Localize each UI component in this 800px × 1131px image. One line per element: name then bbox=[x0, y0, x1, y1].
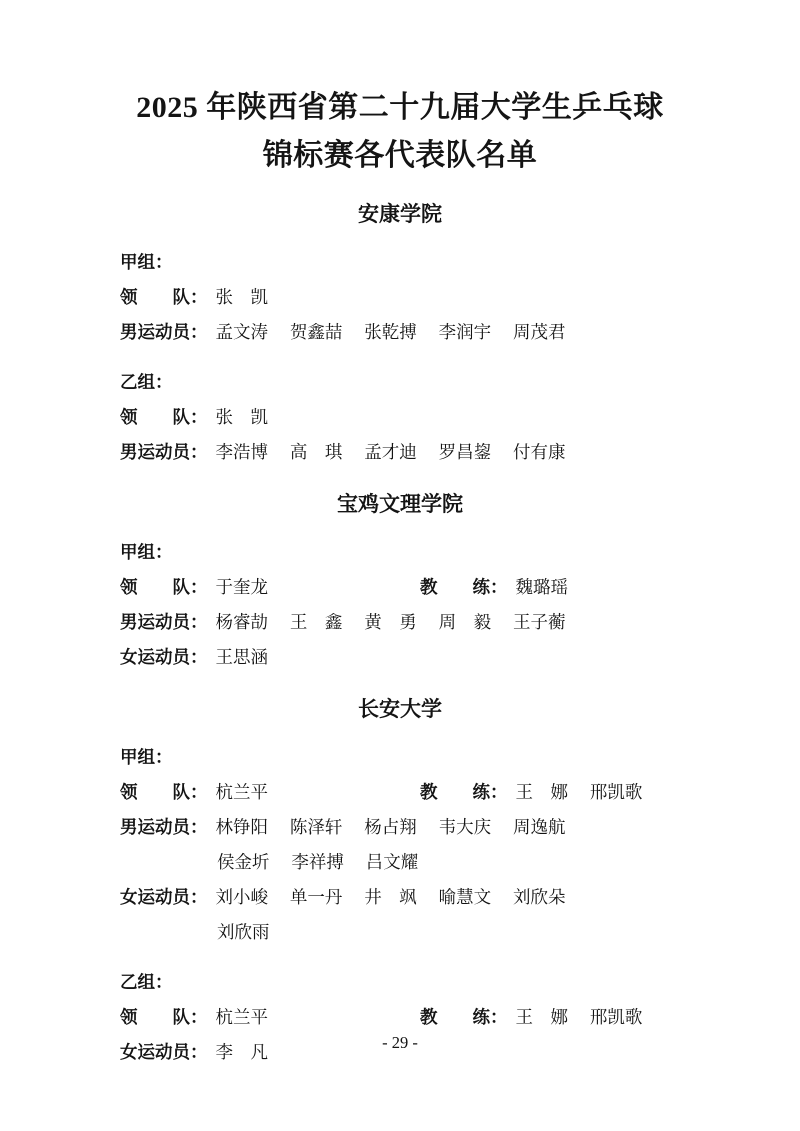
leader-name: 于奎龙 bbox=[215, 577, 268, 597]
male-athletes-label: 男运动员： bbox=[120, 817, 208, 837]
leader-label: 领 队： bbox=[120, 407, 208, 427]
male-athletes-names: 杨睿劼 王 鑫 黄 勇 周 毅 王子蘅 bbox=[215, 612, 566, 632]
male-athletes-row bbox=[120, 435, 680, 470]
document-title bbox=[120, 84, 680, 180]
page-number: - 29 - bbox=[382, 1033, 418, 1052]
male-athletes-label: 男运动员： bbox=[120, 612, 208, 632]
male-athletes-label: 男运动员： bbox=[120, 442, 208, 462]
group-jia bbox=[120, 535, 680, 675]
female-athletes-names-continued: 刘欣雨 bbox=[217, 922, 270, 942]
team-section-baoji bbox=[120, 488, 680, 675]
group-label: 甲组： bbox=[120, 542, 173, 562]
leader-label: 领 队： bbox=[120, 1007, 208, 1027]
leader-row bbox=[120, 400, 680, 435]
leader-label: 领 队： bbox=[120, 287, 208, 307]
leader-name: 杭兰平 bbox=[215, 1007, 268, 1027]
group-jia bbox=[120, 740, 680, 950]
leader-coach-row bbox=[120, 1000, 680, 1035]
female-athletes-row bbox=[120, 640, 680, 675]
team-name: 宝鸡文理学院 bbox=[337, 492, 463, 516]
leader-name: 杭兰平 bbox=[215, 782, 268, 802]
title-line-2: 锦标赛各代表队名单 bbox=[262, 139, 538, 172]
leader-label: 领 队： bbox=[120, 577, 208, 597]
title-line-1: 2025 年陕西省第二十九届大学生乒乓球 bbox=[136, 91, 664, 124]
coach-label: 教 练： bbox=[420, 1007, 508, 1027]
leader-coach-row bbox=[120, 775, 680, 810]
male-athletes-names-continued: 侯金圻 李祥搏 吕文耀 bbox=[217, 852, 419, 872]
leader-name: 张 凯 bbox=[215, 407, 268, 427]
female-athletes-label: 女运动员： bbox=[120, 887, 208, 907]
group-label: 甲组： bbox=[120, 252, 173, 272]
team-name: 安康学院 bbox=[358, 202, 442, 226]
team-section-ankang bbox=[120, 198, 680, 470]
coach-label: 教 练： bbox=[420, 782, 508, 802]
group-label: 甲组： bbox=[120, 747, 173, 767]
male-athletes-names: 孟文涛 贺鑫喆 张乾搏 李润宇 周茂君 bbox=[215, 322, 566, 342]
team-section-changan bbox=[120, 693, 680, 1070]
group-label: 乙组： bbox=[120, 972, 173, 992]
female-athletes-row bbox=[120, 880, 680, 915]
coach-block bbox=[420, 775, 642, 810]
leader-label: 领 队： bbox=[120, 782, 208, 802]
coach-block bbox=[420, 570, 568, 605]
leader-name: 张 凯 bbox=[215, 287, 268, 307]
male-athletes-row bbox=[120, 605, 680, 640]
female-athletes-continuation-row bbox=[120, 915, 680, 950]
female-athletes-label: 女运动员： bbox=[120, 1042, 208, 1062]
male-athletes-row bbox=[120, 810, 680, 845]
team-name: 长安大学 bbox=[358, 697, 442, 721]
female-athletes-names: 李 凡 bbox=[215, 1042, 268, 1062]
female-athletes-names: 刘小峻 单一丹 井 飒 喻慧文 刘欣朵 bbox=[215, 887, 566, 907]
group-label: 乙组： bbox=[120, 372, 173, 392]
female-athletes-label: 女运动员： bbox=[120, 647, 208, 667]
coach-label: 教 练： bbox=[420, 577, 508, 597]
coach-name: 王 娜 邢凯歌 bbox=[515, 782, 643, 802]
leader-coach-row bbox=[120, 570, 680, 605]
male-athletes-label: 男运动员： bbox=[120, 322, 208, 342]
male-athletes-names: 李浩博 高 琪 孟才迪 罗昌鋆 付有康 bbox=[215, 442, 566, 462]
coach-block bbox=[420, 1000, 642, 1035]
male-athletes-row bbox=[120, 315, 680, 350]
male-athletes-names: 林铮阳 陈泽轩 杨占翔 韦大庆 周逸航 bbox=[215, 817, 566, 837]
group-jia bbox=[120, 245, 680, 350]
male-athletes-continuation-row bbox=[120, 845, 680, 880]
coach-name: 王 娜 邢凯歌 bbox=[515, 1007, 643, 1027]
female-athletes-names: 王思涵 bbox=[215, 647, 268, 667]
coach-name: 魏璐瑶 bbox=[515, 577, 568, 597]
group-yi bbox=[120, 965, 680, 1070]
leader-row bbox=[120, 280, 680, 315]
group-yi bbox=[120, 365, 680, 470]
